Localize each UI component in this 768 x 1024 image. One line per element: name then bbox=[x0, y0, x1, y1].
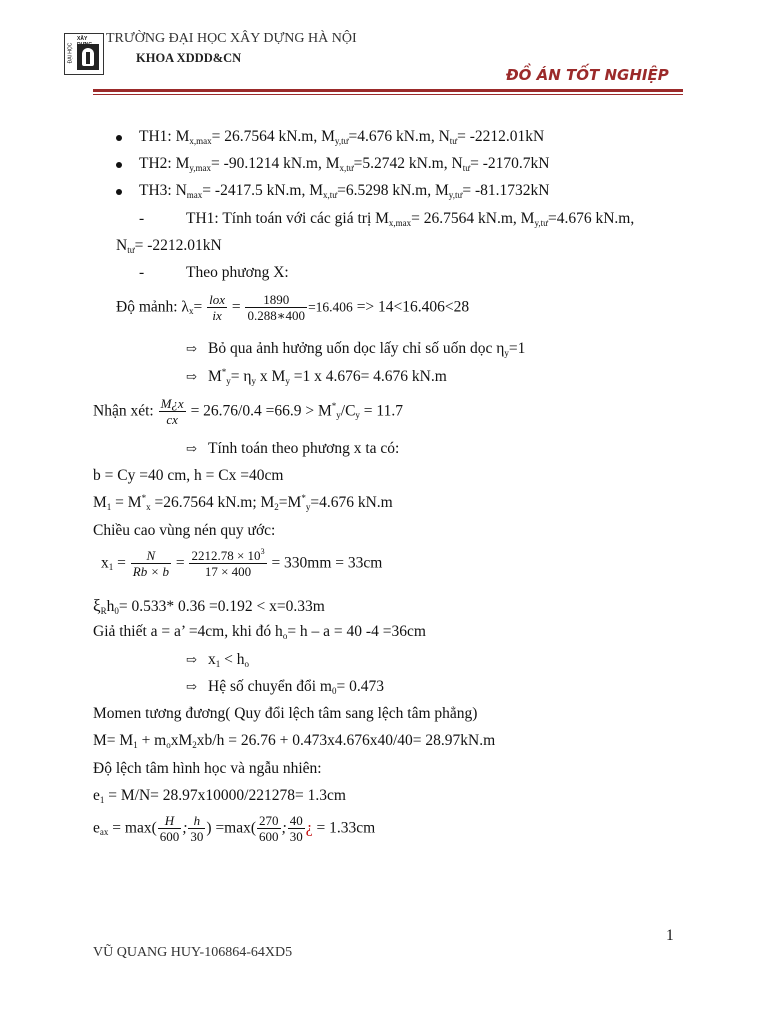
x1-formula: $x_1$ = $\frac{N}{Rb \times b}$ = $\frac{2212.78 \times 10^3}{17 \times 400}$ = 330mm = 33cm bbox=[101, 547, 383, 579]
arrow-conversion-factor: ⇨ Hệ số chuyển đổi $m_0= 0.473$ bbox=[186, 678, 384, 696]
th1-calc-line-cont: $N_{tư}= -2212.01kN$ bbox=[116, 237, 222, 255]
dash-marker: - bbox=[139, 210, 145, 227]
case-th1: TH1: $M_{x,max}= 26.7564$ kN.m, $M_{y,tư}=4.676$ kN.m, $N_{tư}= -2212.01kN$ bbox=[139, 128, 545, 146]
page-number: 1 bbox=[666, 927, 674, 944]
document-title: ĐỒ ÁN TỐT NGHIỆP bbox=[506, 66, 669, 84]
equivalent-moment-formula: $M= M_1 + m_oxM_2xb/h = 26.76 + 0.473x4.676x40/40= 28.97kN.m$ bbox=[93, 732, 496, 750]
compression-zone-heading: Chiều cao vùng nén quy ước: bbox=[93, 522, 276, 539]
section-dimensions: b = Cy =40 cm, h = Cx =40cm bbox=[93, 467, 284, 484]
e1-formula: $e_1 = M/N= 28.97x10000/221278= 1.3cm$ bbox=[93, 787, 346, 805]
faculty-name: KHOA XDDD&CN bbox=[136, 51, 242, 65]
arrow-ignore-buckling: ⇨ Bỏ qua ảnh hưởng uốn dọc lấy chỉ số uốn dọc $\eta_y=1$ bbox=[186, 340, 526, 358]
bullet-dot bbox=[116, 189, 122, 195]
header-rule bbox=[93, 89, 683, 92]
th1-calc-line: TH1: Tính toán với các giá trị $M_{x,max}= 26.7564$ kN.m, $M_{y,tư}=4.676$ kN.m, bbox=[186, 210, 635, 228]
case-th3: TH3: $N_{max}= -2417.5$ kN.m, $M_{x,tư}=6.5298$ kN.m, $M_{y,tư}= -81.1732kN$ bbox=[139, 182, 550, 200]
footer-author: VŨ QUANG HUY-106864-64XD5 bbox=[93, 945, 293, 960]
equivalent-moment-heading: Momen tương đương( Quy đổi lệch tâm sang lệch tâm phẳng) bbox=[93, 705, 478, 722]
arrow-icon: ⇨ bbox=[186, 441, 197, 456]
logo-emblem bbox=[77, 44, 99, 70]
case-th2: TH2: $M_{y,max}= -90.1214$ kN.m, $M_{x,tư}=5.2742$ kN.m, $N_{tư}= -2170.7kN$ bbox=[139, 155, 550, 173]
direction-x-heading: Theo phương X: bbox=[186, 264, 289, 281]
arrow-my-star: ⇨ $M^*_y= \eta_y$ x $M_y =1$ x 4.676= 4.676 kN.m bbox=[186, 367, 447, 386]
school-name: TRƯỜNG ĐẠI HỌC XÂY DỰNG HÀ NỘI bbox=[106, 31, 357, 46]
eccentricity-heading: Độ lệch tâm hình học và ngẫu nhiên: bbox=[93, 760, 322, 777]
arrow-calc-x: ⇨ Tính toán theo phương x ta có: bbox=[186, 440, 400, 457]
arrow-icon: ⇨ bbox=[186, 341, 197, 356]
logo-side-text: ĐẠI HỌC bbox=[67, 42, 74, 64]
school-logo bbox=[64, 33, 104, 75]
bullet-dot bbox=[116, 162, 122, 168]
logo-text: XÂY bbox=[77, 36, 88, 42]
arrow-icon: ⇨ bbox=[186, 652, 197, 667]
bullet-dot bbox=[116, 135, 122, 141]
moments-line: $M_1 = M^*_x =26.7564$ kN.m; $M_2=M^*_y=4.676$ kN.m bbox=[93, 493, 393, 512]
arrow-icon: ⇨ bbox=[186, 369, 197, 384]
xi-line: $\xi_Rh_0= 0.533*$ 0.36 =0.192 < x=0.33m bbox=[93, 596, 325, 616]
slenderness-formula: Độ mảnh: $\lambda_x=$ $\frac{\text{lox}}{ix}$ = $\frac{1890}{0.288∗400}$ =16.406 => 14<16.406<28 bbox=[116, 292, 470, 323]
header-rule-thin bbox=[93, 94, 683, 95]
assumption-line: Giả thiết a = a’ =4cm, khi đó $h_o= h - a = 40$ -4 =36cm bbox=[93, 623, 426, 641]
arrow-x1-less-h0: ⇨ $x_1 < h_o$ bbox=[186, 651, 249, 669]
dash-marker: - bbox=[139, 264, 145, 281]
arrow-icon: ⇨ bbox=[186, 679, 197, 694]
remark-line: Nhận xét: $\frac{M¿x}{cx}$ = $26.76/0.4 =66.9 > M^*_y/C_y = 11.7$ bbox=[93, 396, 403, 427]
ea-formula: $e_{ax} = \max$( $\frac{H}{600}$ ; $\frac{h}{30}$ ) =max( $\frac{270}{600}$ ; $\frac{40}{30}$ ¿ = 1.33cm bbox=[93, 813, 376, 844]
